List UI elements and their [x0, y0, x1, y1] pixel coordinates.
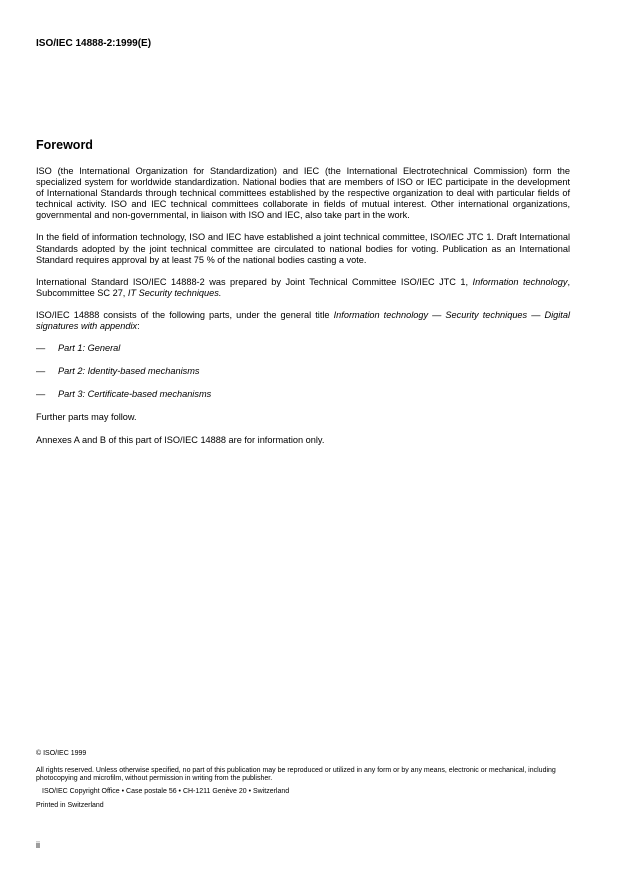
paragraph-joint-committee: In the field of information technology, ISO and IEC have established a joint technical committee, ISO/IEC JTC 1. Draft International Standards adopted by the joint technical committee are circulated to national bodies for voting. Publication as an International Standard requires approval by at least 75 % of the national bodies casting a vote. — [36, 232, 570, 265]
part-title: Part 1: General — [58, 343, 121, 354]
paragraph-parts-intro — [36, 310, 570, 332]
foreword-heading: Foreword — [36, 138, 93, 152]
parts-intro-colon: : — [137, 321, 140, 332]
preparation-text: International Standard ISO/IEC 14888-2 was prepared by Joint Technical Committee ISO/IEC JTC 1, — [36, 276, 473, 287]
copyright-office: ISO/IEC Copyright Office • Case postale 56 • CH-1211 Genève 20 • Switzerland — [42, 787, 290, 795]
preparation-subcommittee-title: IT Security techniques. — [127, 287, 222, 298]
paragraph-organizations: ISO (the International Organization for Standardization) and IEC (the International Electrotechnical Commission) form the specialized system for worldwide standardization. National bodies that are members of ISO or IEC participate in the development of International Standards through technical committees established by the respective organization to deal with particular fields of technical activity. ISO and IEC technical committees collaborate in fields of mutual interest. Other international organizations, governmental and non-governmental, in liaison with ISO and IEC, also take part in the work. — [36, 166, 570, 221]
general-title: Information technology — Security techniques — Digital signatures with appendix — [36, 309, 570, 332]
part-title: Part 3: Certificate-based mechanisms — [58, 389, 212, 400]
printed-location: Printed in Switzerland — [36, 802, 104, 809]
list-item — [36, 366, 570, 377]
preparation-committee-title: Information technology — [472, 276, 568, 287]
page-number: ii — [36, 840, 40, 850]
part-title: Part 2: Identity-based mechanisms — [58, 366, 200, 377]
foreword-body — [36, 166, 570, 457]
paragraph-annexes: Annexes A and B of this part of ISO/IEC 14888 are for information only. — [36, 434, 325, 445]
copyright-notice: © ISO/IEC 1999 — [36, 750, 87, 757]
preparation-subcommittee: , Subcommittee SC 27, — [36, 276, 570, 298]
list-dash: — — [36, 389, 46, 400]
rights-notice: All rights reserved. Unless otherwise specified, no part of this publication may be reproduced or utilized in any form or by any means, electronic or mechanical, including photocopying and microfilm, without permission in writing from the publisher. — [36, 766, 556, 782]
paragraph-further-parts: Further parts may follow. — [36, 412, 137, 423]
parts-intro-text: ISO/IEC 14888 consists of the following parts, under the general title — [36, 309, 334, 320]
list-dash: — — [36, 343, 46, 354]
list-item — [36, 343, 570, 354]
document-id: ISO/IEC 14888-2:1999(E) — [36, 38, 152, 49]
copyright-footer — [36, 750, 576, 811]
list-dash: — — [36, 366, 46, 377]
paragraph-preparation — [36, 277, 570, 299]
list-item — [36, 389, 570, 400]
